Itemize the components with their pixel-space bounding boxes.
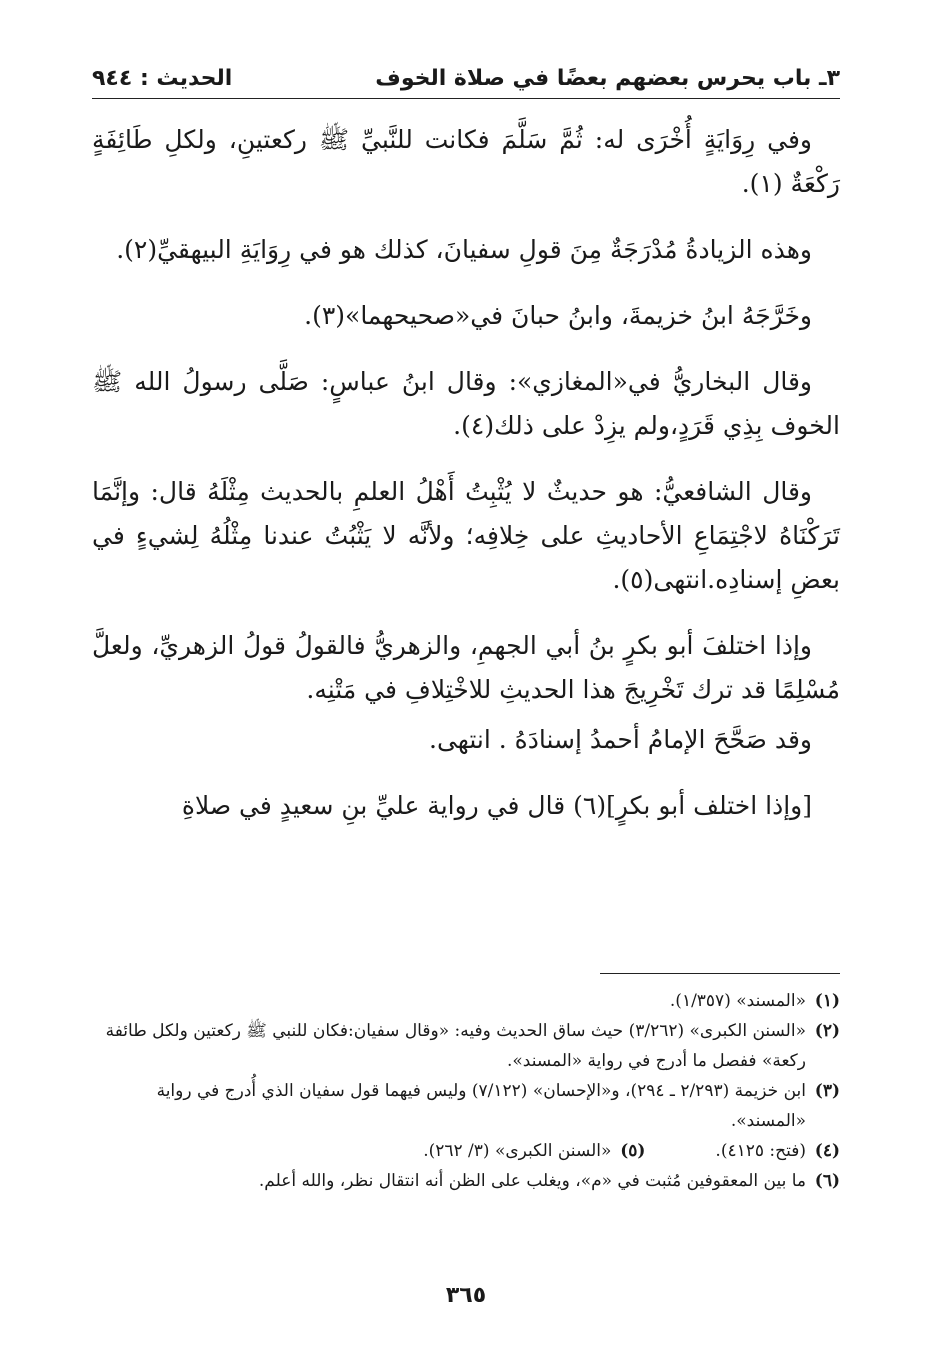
footnote-6	[92, 1166, 840, 1196]
footnote-text: ابن خزيمة (٢/٢٩٣ ـ ٢٩٤)، و«الإحسان» (٧/١٢٢) وليس فيهما قول سفيان الذي أُدرج في رواية «المسند».	[156, 1081, 806, 1131]
footnote-3	[92, 1076, 840, 1136]
footnote-number: (١)	[814, 991, 840, 1011]
paragraph-2: وهذه الزيادةُ مُدْرَجَةٌ مِنَ قولِ سفيانَ، كذلك هو في رِوَايَةِ البيهقيِّ(٢).	[116, 235, 812, 264]
running-header	[92, 58, 840, 98]
footnote-number: (٥)	[620, 1141, 646, 1161]
footnote-number: (٢)	[814, 1021, 840, 1041]
footnote-text: ما بين المعقوفين مُثبت في «م»، ويغلب على الظن أنه انتقال نظر، والله أعلم.	[258, 1171, 806, 1191]
paragraph-8: [وإذا اختلف أبو بكرٍ](٦) قال في رواية عليِّ بنِ سعيدٍ في صلاةِ	[181, 791, 812, 820]
paragraph-4: وقال البخاريُّ في«المغازي»: وقال ابنُ عباسٍ: صَلَّى رسولُ الله ﷺ الخوف بِذِي قَرَدٍ،ولم يزِدْ على ذلك(٤).	[92, 367, 840, 440]
footnote-row-4-5	[92, 1136, 840, 1166]
paragraph-6: وإذا اختلفَ أبو بكرٍ بنُ أبي الجهمِ، والزهريُّ فالقولُ قولُ الزهريِّ، ولعلَّ مُسْلِمًا قد ترك تَخْرِيجَ هذا الحديثِ للاخْتِلافِ في مَتْنِه.	[92, 631, 840, 704]
footnote-number: (٦)	[814, 1171, 840, 1191]
main-text	[92, 118, 840, 828]
footnote-text: «السنن الكبرى» (٣/ ٢٦٢).	[423, 1141, 612, 1161]
footnote-4	[715, 1136, 840, 1166]
footnote-text: «المسند» (١/٣٥٧).	[669, 991, 806, 1011]
footnote-text: «السنن الكبرى» (٣/٢٦٢) حيث ساق الحديث وفيه: «وقال سفيان:فكان للنبي ﷺ ركعتين ولكل طائفة ركعة» ففصل ما أدرج في رواية «المسند».	[105, 1021, 806, 1071]
footnote-2	[92, 1016, 840, 1076]
hadith-number: الحديث : ٩٤٤	[92, 65, 233, 91]
paragraph-1: وفي رِوَايَةٍ أُخْرَى له: ثُمَّ سَلَّمَ فكانت للنَّبيِّ ﷺ ركعتينِ، ولكلِ طَائِفَةٍ رَكْعَةٌ (١).	[92, 125, 840, 198]
footnote-number: (٣)	[814, 1081, 840, 1101]
footnote-number: (٤)	[814, 1141, 840, 1161]
footnote-divider	[600, 973, 840, 974]
chapter-title: ٣ـ باب يحرس بعضهم بعضًا في صلاة الخوف	[375, 65, 840, 91]
page-number: ٣٦٥	[445, 1283, 487, 1308]
header-divider	[92, 98, 840, 99]
paragraph-5: وقال الشافعيُّ: هو حديثٌ لا يُثْبِتُ أَهْلُ العلمِ بالحديث مِثْلَهُ قال: وإنَّمَا تَرَكْنَاهُ لاجْتِمَاعِ الأحاديثِ على خِلافِه؛ ولأنَّه لا يَثْبُتُ عندنا مِثْلُهُ لِشيءٍ في بعضِ إسنادِه.انتهى(٥).	[92, 477, 840, 594]
paragraph-7: وقد صَحَّحَ الإمامُ أحمدُ إسنادَهُ . انتهى.	[429, 725, 812, 754]
footnote-1	[92, 986, 840, 1016]
paragraph-3: وخَرَّجَهُ ابنُ خزيمةَ، وابنُ حبانَ في«صحيحهما»(٣).	[304, 301, 812, 330]
footnote-5	[423, 1136, 645, 1166]
footnote-text: (فتح: ٤١٢٥).	[715, 1141, 806, 1161]
footnotes	[92, 986, 840, 1196]
